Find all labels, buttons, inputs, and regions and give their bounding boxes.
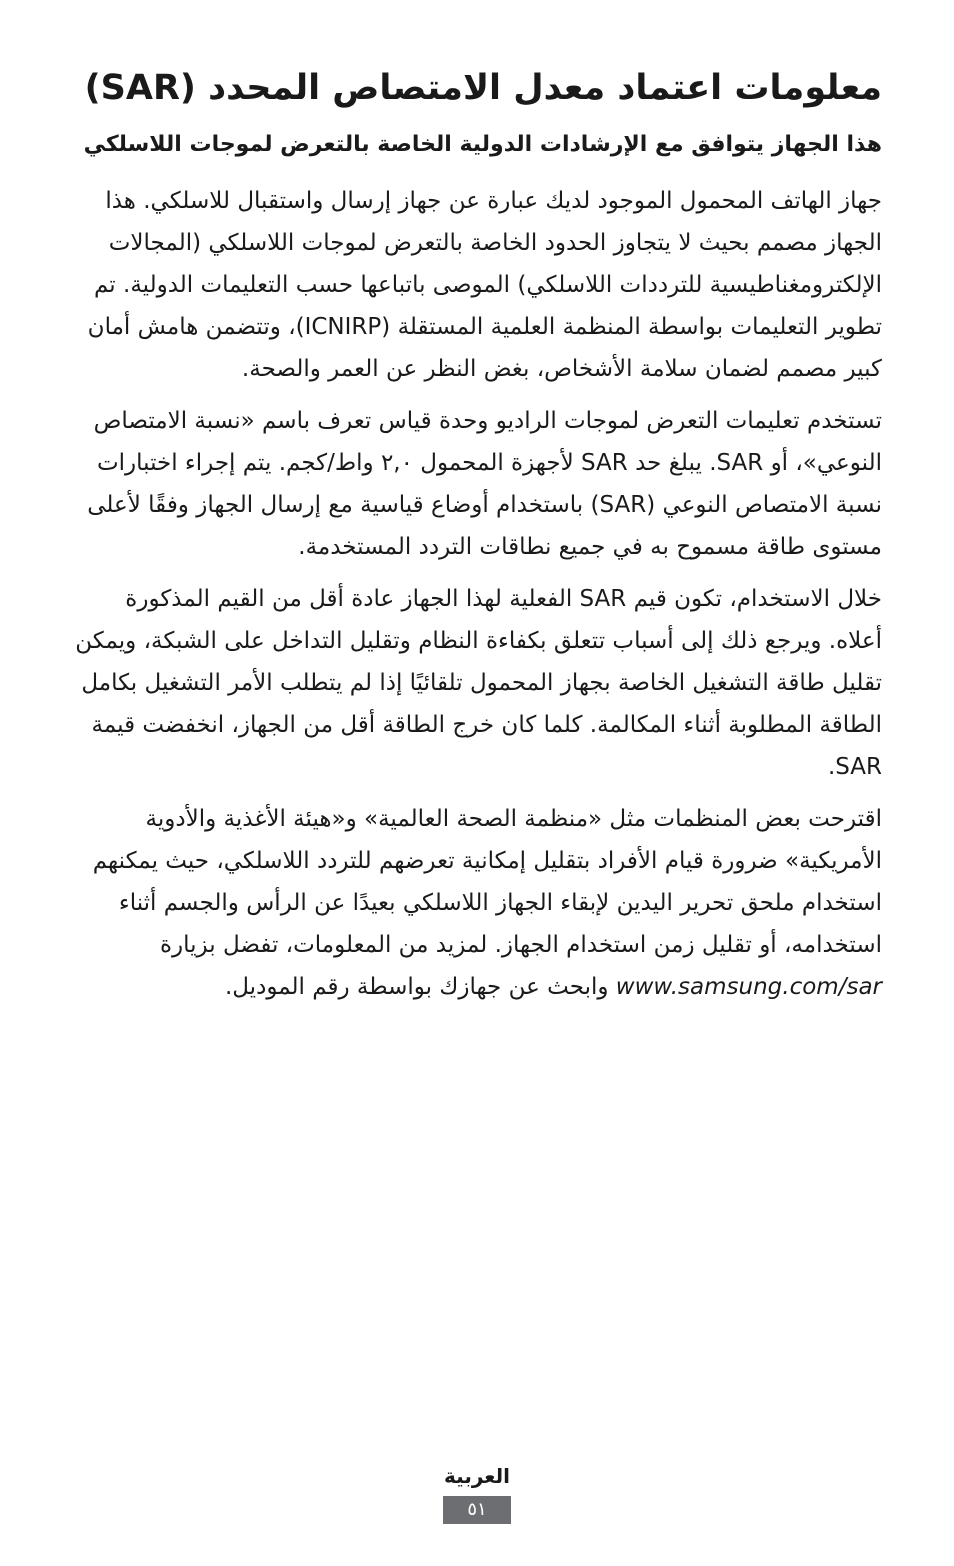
paragraph-1: جهاز الهاتف المحمول الموجود لديك عبارة عن جهاز إرسال واستقبال للاسلكي. هذا الجهاز مصمم بحيث لا يتجاوز الحدود الخاصة بالتعرض لموجات اللاسلكي (المجالات الإلكترومغناطيسية للترددات اللاسلكي) الموصى باتباعها حسب التعليمات الدولية. تم تطوير التعليمات بواسطة المنظمة العلمية المستقلة (ICNIRP)، وتتضمن هامش أمان كبير مصمم لضمان سلامة الأشخاص، بغض النظر عن العمر والصحة. — [87, 188, 882, 382]
paragraph-4-text-end: وابحث عن جهازك بواسطة رقم الموديل. — [224, 974, 616, 1000]
paragraph-4 — [74, 798, 882, 1008]
paragraph-4-text-start: اقترحت بعض المنظمات مثل «منظمة الصحة العالمية» و«هيئة الأغذية والأدوية الأمريكية» ضرورة قيام الأفراد بتقليل إمكانية تعرضهم للتردد اللاسلكي، حيث يمكنهم استخدام ملحق تحرير اليدين لإبقاء الجهاز اللاسلكي بعيدًا عن الرأس والجسم أثناء استخدامه، أو تقليل زمن استخدام الجهاز. لمزيد من المعلومات، تفضل بزيارة — [92, 806, 882, 958]
samsung-sar-link[interactable]: www.samsung.com/sar — [615, 974, 882, 1000]
page-footer — [0, 1460, 954, 1524]
paragraph-3: خلال الاستخدام، تكون قيم SAR الفعلية لهذا الجهاز عادة أقل من القيم المذكورة أعلاه. ويرجع ذلك إلى أسباب تتعلق بكفاءة النظام وتقليل التداخل على الشبكة، ويمكن تقليل طاقة التشغيل الخاصة بجهاز المحمول تلقائيًا إذا لم يتطلب الأمر التشغيل بكامل الطاقة المطلوبة أثناء المكالمة. كلما كان خرج الطاقة أقل من الجهاز، انخفضت قيمة SAR. — [75, 586, 882, 780]
section-subtitle: هذا الجهاز يتوافق مع الإرشادات الدولية الخاصة بالتعرض لموجات اللاسلكي — [83, 132, 882, 157]
page-number-badge: ٥١ — [443, 1496, 511, 1524]
footer-language: العربية — [444, 1464, 510, 1488]
document-body — [74, 62, 882, 1018]
page-title: معلومات اعتماد معدل الامتصاص المحدد (SAR) — [84, 68, 882, 108]
paragraph-2: تستخدم تعليمات التعرض لموجات الراديو وحدة قياس تعرف باسم «نسبة الامتصاص النوعي»، أو SAR. يبلغ حد SAR لأجهزة المحمول ٢,٠ واط/كجم. يتم إجراء اختبارات نسبة الامتصاص النوعي (SAR) باستخدام أوضاع قياسية مع إرسال الجهاز وفقًا لأعلى مستوى طاقة مسموح به في جميع نطاقات التردد المستخدمة. — [87, 408, 882, 560]
